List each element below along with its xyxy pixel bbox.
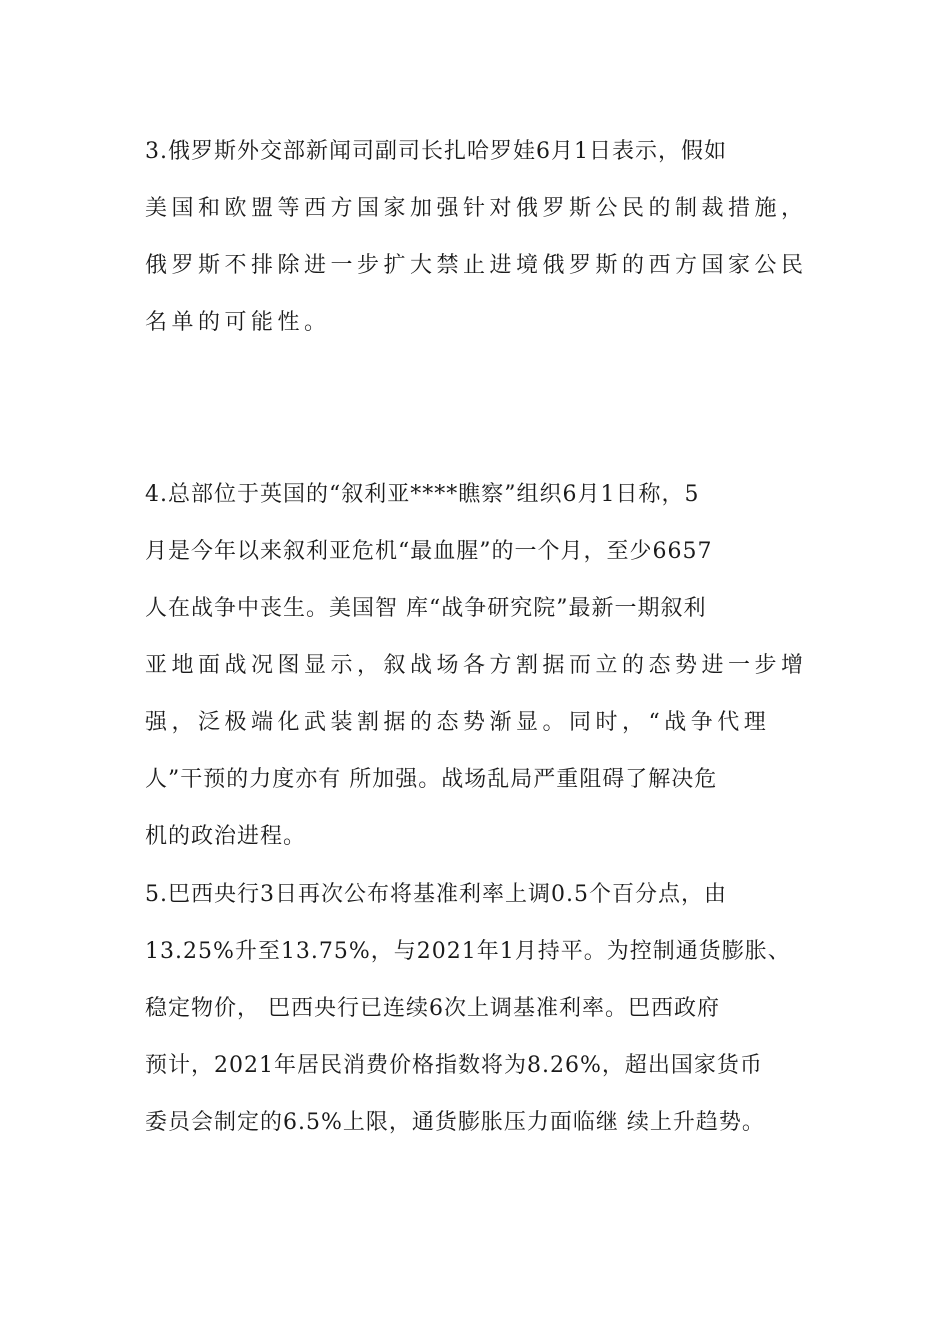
paragraph-line: 13.25%升至13.75%，与2021年1月持平。为控制通货膨胀、 bbox=[145, 939, 791, 964]
paragraph-line: 俄罗斯不排除进一步扩大禁止进境俄罗斯的西方国家公民 bbox=[145, 253, 808, 278]
paragraph-line: 名单的可能性。 bbox=[145, 310, 331, 335]
paragraph-line: 4.总部位于英国的“叙利亚****瞧察”组织6月1日称，5 bbox=[145, 482, 700, 507]
paragraph-3 bbox=[145, 140, 825, 368]
paragraph-line: 预计，2021年居民消费价格指数将为8.26%，超出国家货币 bbox=[145, 1053, 763, 1078]
paragraph-line: 人在战争中丧生。美国智 库“战争研究院”最新一期叙利 bbox=[145, 596, 707, 621]
paragraph-line: 人”干预的力度亦有 所加强。战场乱局严重阻碍了解决危 bbox=[145, 767, 718, 792]
paragraph-line: 3.俄罗斯外交部新闻司副司长扎哈罗娃6月1日表示，假如 bbox=[145, 139, 727, 164]
paragraph-line: 强，泛极端化武装割据的态势渐显。同时，“战争代理 bbox=[145, 710, 771, 735]
paragraph-line: 机的政治进程。 bbox=[145, 824, 307, 849]
paragraph-line: 美国和欧盟等西方国家加强针对俄罗斯公民的制裁措施， bbox=[145, 196, 808, 221]
paragraph-line: 亚地面战况图显示，叙战场各方割据而立的态势进一步增 bbox=[145, 653, 808, 678]
paragraph-line: 委员会制定的6.5%上限，通货膨胀压力面临继 续上升趋势。 bbox=[145, 1110, 765, 1135]
paragraph-line: 5.巴西央行3日再次公布将基准利率上调0.5个百分点，由 bbox=[145, 882, 727, 907]
paragraph-line: 月是今年以来叙利亚危机“最血腥”的一个月，至少6657 bbox=[145, 539, 713, 564]
paragraph-5 bbox=[145, 883, 825, 1168]
paragraph-4 bbox=[145, 483, 825, 882]
paragraph-line: 稳定物价， 巴西央行已连续6次上调基准利率。巴西政府 bbox=[145, 996, 720, 1021]
